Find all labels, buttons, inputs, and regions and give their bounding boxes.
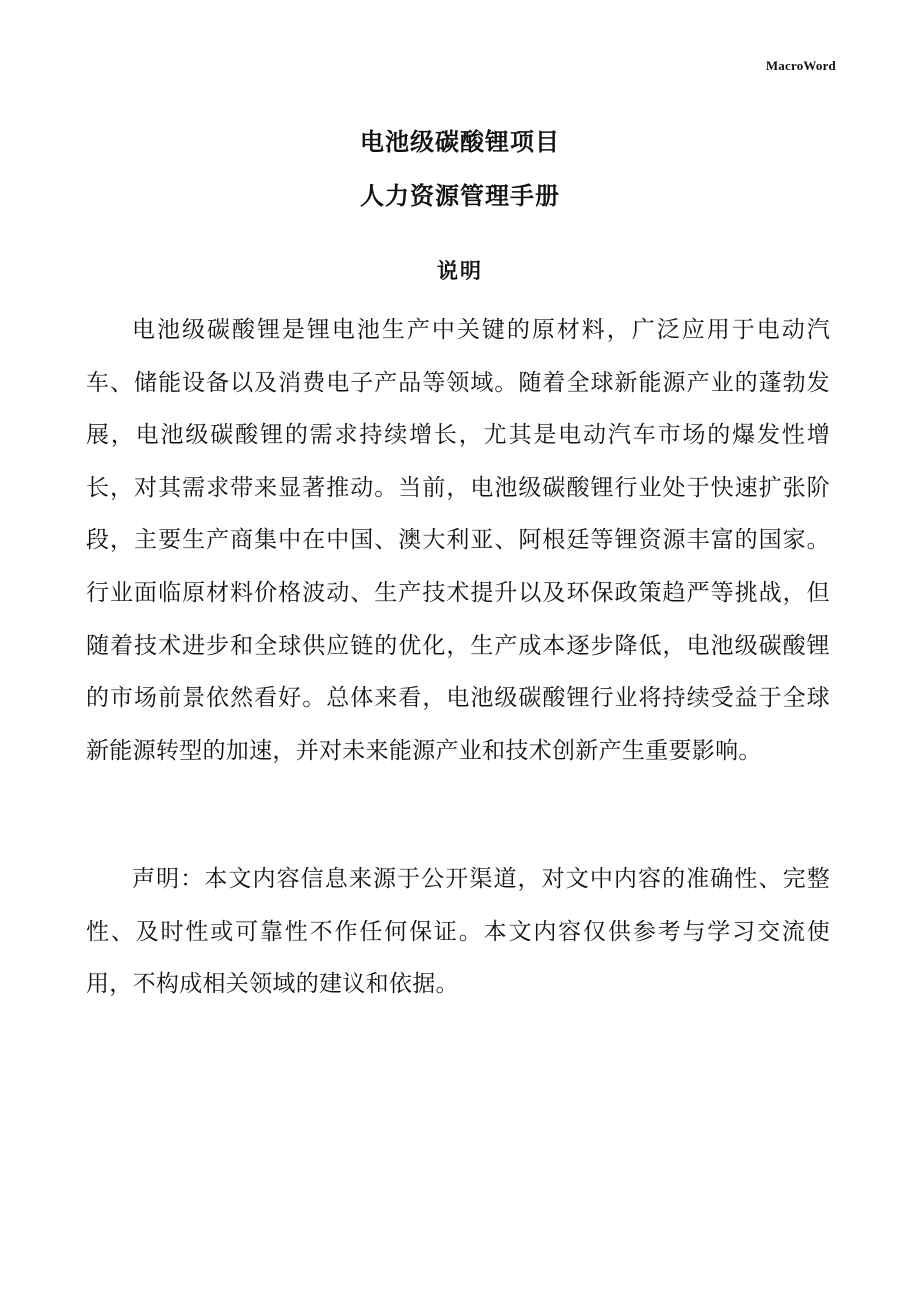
section-title: 说明 (437, 259, 483, 283)
document-title-line1: 电池级碳酸锂项目 (360, 128, 560, 156)
document-title-line2: 人力资源管理手册 (360, 182, 560, 210)
header-brand: MacroWord (765, 58, 836, 73)
disclaimer-paragraph: 声明：本文内容信息来源于公开渠道，对文中内容的准确性、完整性、及时性或可靠性不作任何保证。本文内容仅供参考与学习交流使用，不构成相关领域的建议和依据。 (86, 866, 830, 998)
intro-paragraph: 电池级碳酸锂是锂电池生产中关键的原材料，广泛应用于电动汽车、储能设备以及消费电子产品等领域。随着全球新能源产业的蓬勃发展，电池级碳酸锂的需求持续增长，尤其是电动汽车市场的爆发性增长，对其需求带来显著推动。当前，电池级碳酸锂行业处于快速扩张阶段，主要生产商集中在中国、澳大利亚、阿根廷等锂资源丰富的国家。行业面临原材料价格波动、生产技术提升以及环保政策趋严等挑战，但随着技术进步和全球供应链的优化，生产成本逐步降低，电池级碳酸锂的市场前景依然看好。总体来看，电池级碳酸锂行业将持续受益于全球新能源转型的加速，并对未来能源产业和技术创新产生重要影响。 (86, 317, 830, 764)
